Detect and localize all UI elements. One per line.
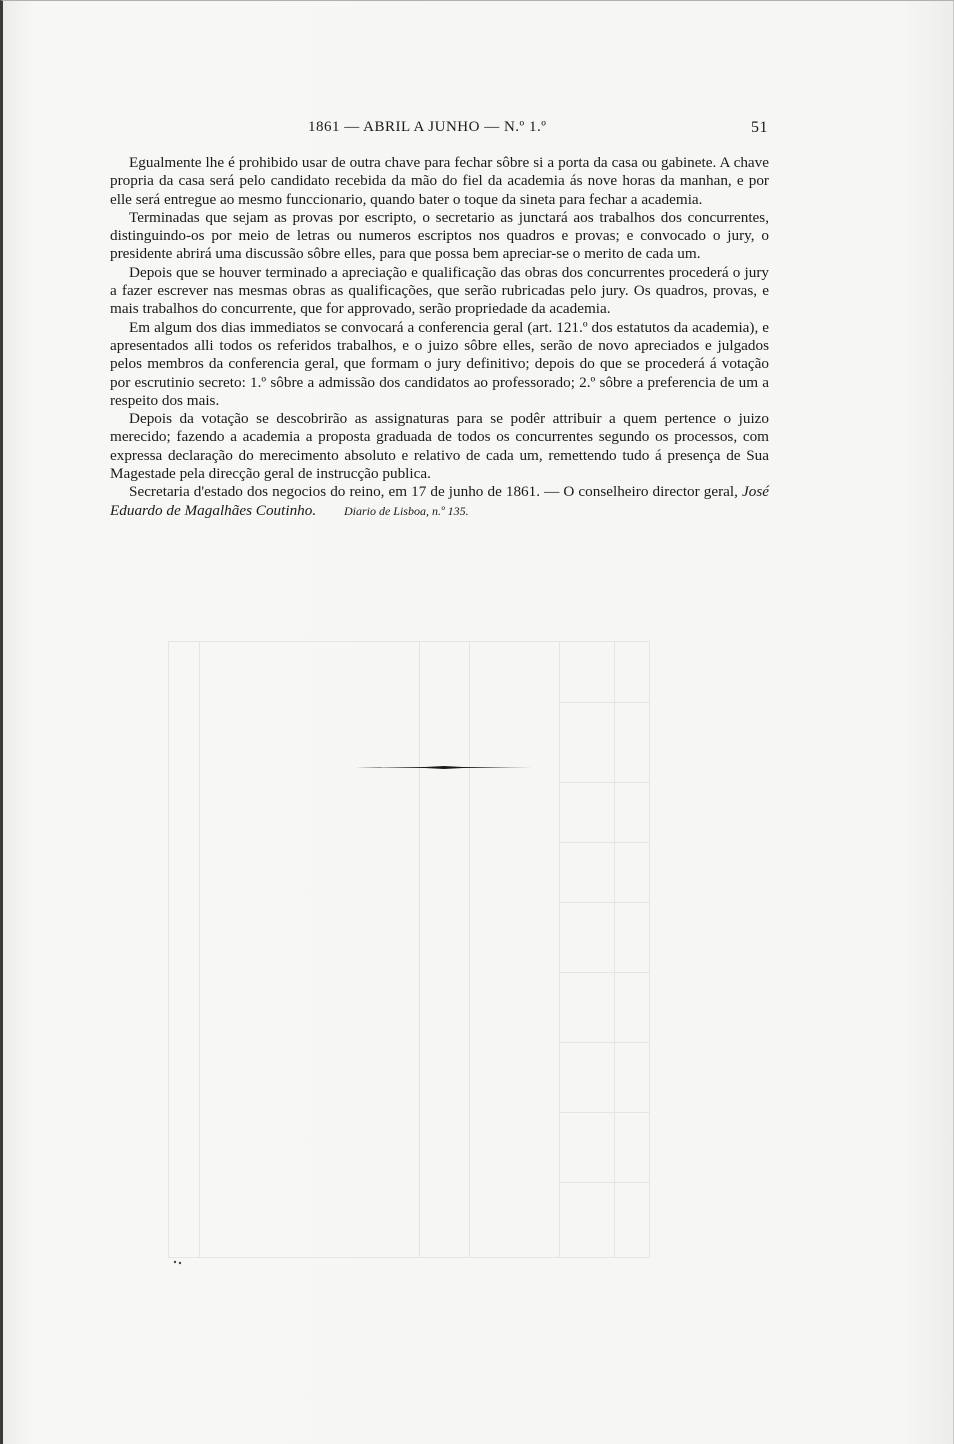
closing-text: Secretaria d'estado dos negocios do reino, em 17 de junho de 1861. — O conselheiro director geral, bbox=[129, 483, 738, 501]
source-reference: Diario de Lisboa, n.º 135. bbox=[343, 503, 469, 518]
running-header bbox=[308, 119, 768, 137]
ink-speck bbox=[173, 1259, 183, 1265]
signatory: José Eduardo de Magalhães Coutinho. bbox=[110, 483, 770, 519]
paragraph: Em algum dos dias immediatos se convocará a conferencia geral (art. 121.º dos estatutos da academia), e apresentados alli todos os referidos trabalhos, e o juizo sôbre elles, serão de novo apreciados e julgados pelos membros da conferencia geral, que formam o jury definitivo; depois do que se procederá á votação por escrutinio secreto: 1.º sôbre a admissão dos candidatos ao professorado; 2.º sôbre a preferencia de um a respeito dos mais. bbox=[110, 318, 769, 409]
paragraph: Depois que se houver terminado a apreciação e qualificação das obras dos concurrentes procederá o jury a fazer escrever nas mesmas obras as qualificações, que serão rubricadas pelo jury. Os quadros, provas, e mais trabalhos do concurrente, que for approvado, serão propriedade da academia. bbox=[110, 263, 769, 318]
bleed-through-table bbox=[168, 641, 650, 1258]
paragraph: Depois da votação se descobrirão as assignaturas para se podêr attribuir a quem pertence o juizo merecido; fazendo a academia a proposta graduada de todos os concurrentes segundo os processos, com expressa declaração do merecimento absoluto e relativo de cada um, remettendo tudo á presença de Sua Magestade pela direcção geral de instrucção publica. bbox=[110, 410, 769, 483]
running-title: 1861 — ABRIL A JUNHO — N.º 1.º bbox=[308, 119, 547, 135]
article-body bbox=[110, 154, 769, 520]
page-number: 51 bbox=[751, 119, 768, 136]
section-divider bbox=[355, 766, 533, 769]
print-specks bbox=[173, 1254, 183, 1269]
paragraph: Terminadas que sejam as provas por escripto, o secretario as junctará aos trabalhos dos concurrentes, distinguindo-os por meio de letras ou numeros escriptos nos quadros e provas; e convocado o jury, o presidente abrirá uma discussão sôbre elles, para que possa bem apreciar-se o merito de cada um. bbox=[110, 208, 769, 263]
closing-paragraph bbox=[110, 483, 769, 520]
paragraph: Egualmente lhe é prohibido usar de outra chave para fechar sôbre si a porta da casa ou gabinete. A chave propria da casa será pelo candidato recebida da mão do fiel da academia ás nove horas da manhan, e por elle será entregue ao mesmo funccionario, quando bater o toque da sineta para fechar a academia. bbox=[110, 154, 769, 208]
